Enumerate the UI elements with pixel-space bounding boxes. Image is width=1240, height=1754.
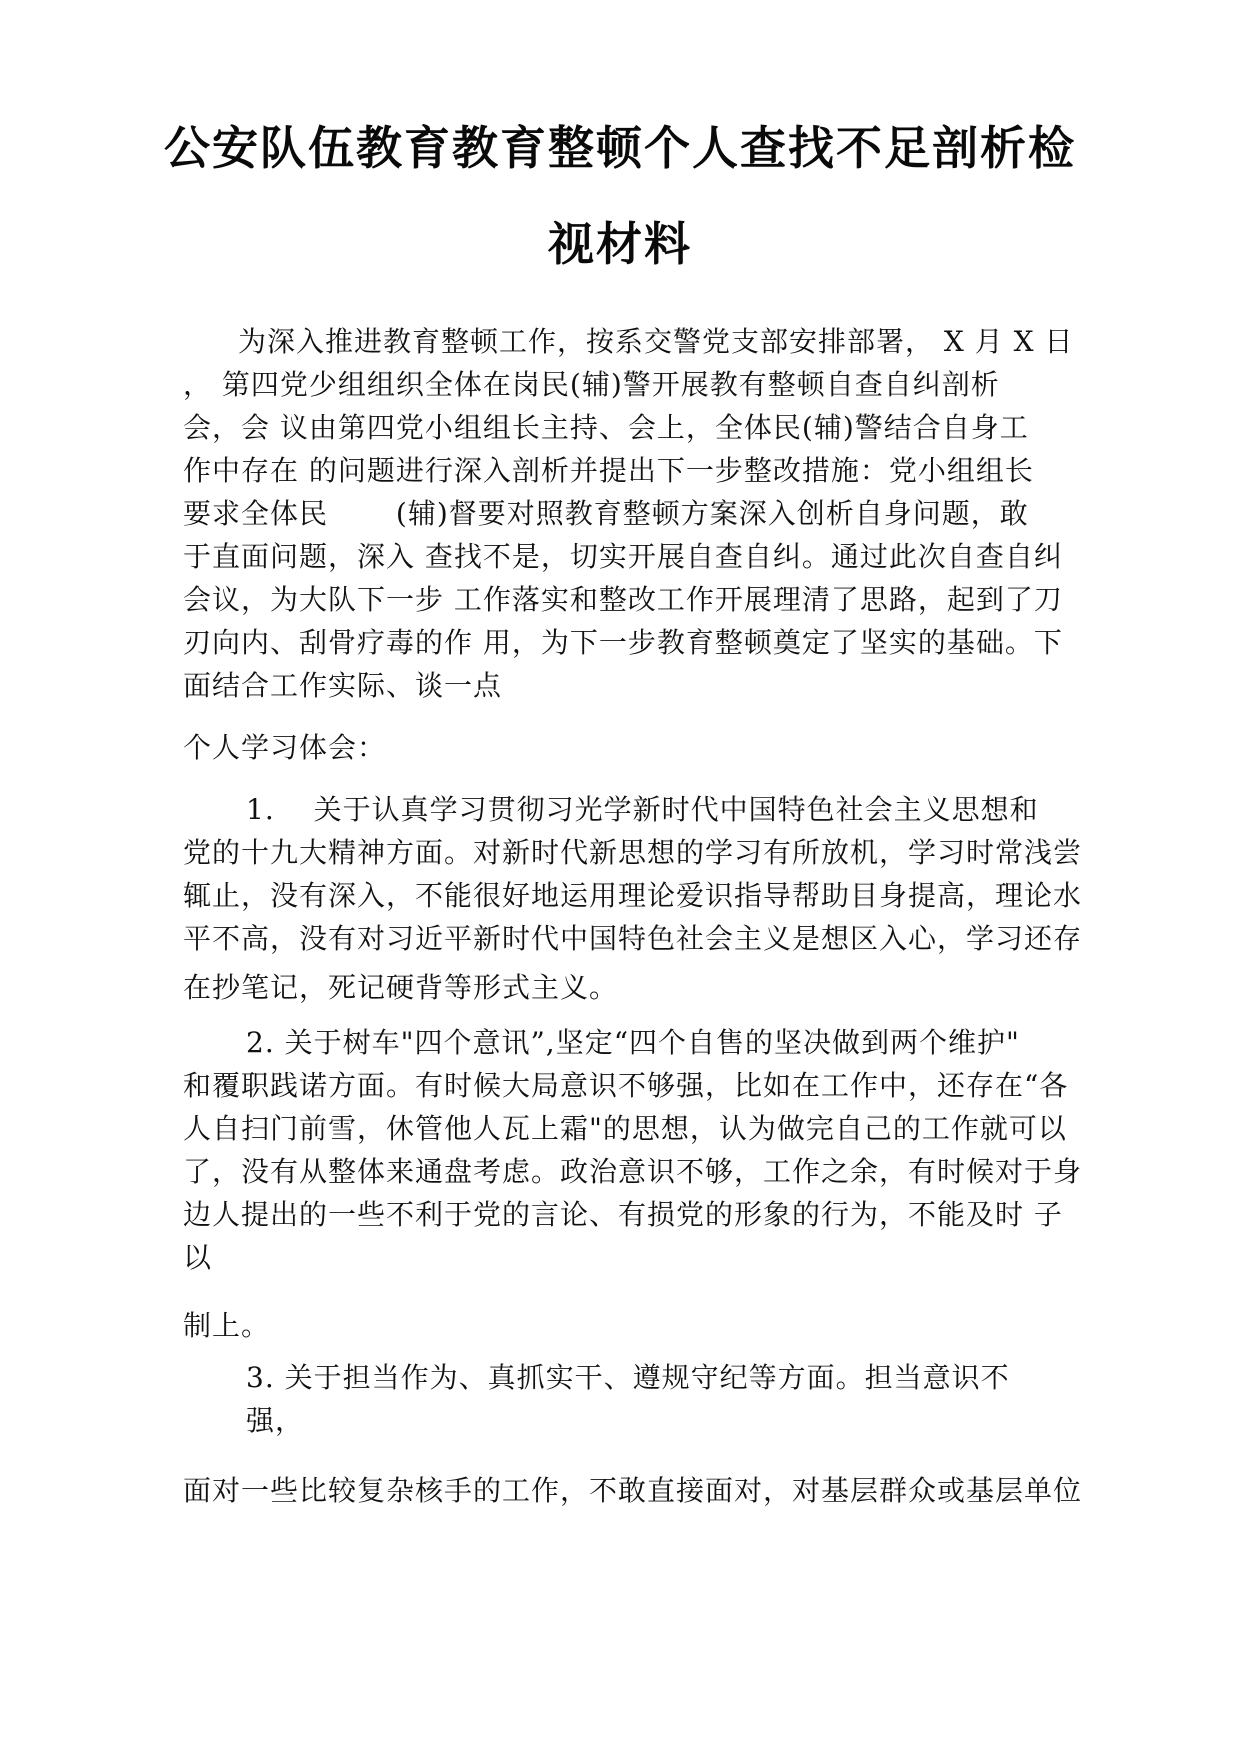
paragraph-line: 辄止，没有深入，不能很好地运用理论爱识指导帮助目身提高，理论水	[183, 879, 1083, 912]
paragraph-line: 于直面问题，深入 查找不是，切实开展自查自纠。通过此次自查自纠	[183, 540, 1063, 573]
paragraph-line: 1. 关于认真学习贯彻习光学新时代中国特色社会主义思想和	[246, 793, 1039, 826]
paragraph-line: ， 第四党少组组织全体在岗民(辅)警开展教有整顿自查自纠剖析	[183, 368, 1000, 401]
paragraph-line: 为深入推进教育整顿工作，按系交警党支部安排部署， X 月 X 日	[238, 325, 1074, 358]
paragraph-line: 了，没有从整体来通盘考虑。政治意识不够，工作之余，有时候对于身	[183, 1155, 1083, 1188]
paragraph-line: 和覆职践诺方面。有时候大局意识不够强，比如在工作中，还存在“各	[183, 1069, 1069, 1102]
paragraph-line: 党的十九大精神方面。对新时代新思想的学习有所放机，学习时常浅尝	[183, 836, 1083, 869]
paragraph-line: 边人提出的一些不利于党的言论、有损党的形象的行为，不能及时 子	[183, 1198, 1063, 1231]
paragraph-line: 要求全体民 (辅)督要对照教育整顿方案深入创析自身问题，敢	[183, 497, 1029, 530]
paragraph-line: 会，会 议由第四党小组组长主持、会上，全体民(辅)警结合自身工	[183, 411, 1029, 444]
paragraph-line: 制上。	[183, 1309, 271, 1342]
document-title-line-2: 视材料	[548, 217, 692, 271]
paragraph-line: 人自扫门前雪，休管他人瓦上霜"的思想，认为做完自己的工作就可以	[183, 1112, 1067, 1145]
paragraph-line: 以	[183, 1241, 213, 1274]
paragraph-line: 刃向内、刮骨疗毒的作 用，为下一步教育整顿奠定了坚实的基础。下	[183, 626, 1063, 659]
paragraph-line: 在抄笔记，死记硬背等形式主义。	[183, 971, 619, 1004]
paragraph-line: 个人学习体会：	[183, 731, 387, 764]
paragraph-line: 2. 关于树车"四个意讯”,坚定“四个自售的坚决做到两个维护"	[246, 1026, 1020, 1059]
document-title-line-1: 公安队伍教育教育整顿个人查找不足剖析检	[164, 121, 1076, 175]
paragraph-line: 会议，为大队下一步 工作落实和整改工作开展理清了思路，起到了刀	[183, 583, 1063, 616]
paragraph-line: 强，	[246, 1404, 305, 1437]
paragraph-line: 面对一些比较复杂核手的工作，不敢直接面对，对基层群众或基层单位	[183, 1474, 1083, 1507]
paragraph-line: 作中存在 的问题进行深入剖析并提出下一步整改措施：党小组组长	[183, 454, 1034, 487]
paragraph-line: 3. 关于担当作为、真抓实干、遵规守纪等方面。担当意识不	[246, 1361, 1010, 1394]
paragraph-line: 面结合工作实际、谈一点	[183, 669, 503, 702]
paragraph-line: 平不高，没有对习近平新时代中国特色社会主义是想区入心，学习还存	[183, 922, 1083, 955]
